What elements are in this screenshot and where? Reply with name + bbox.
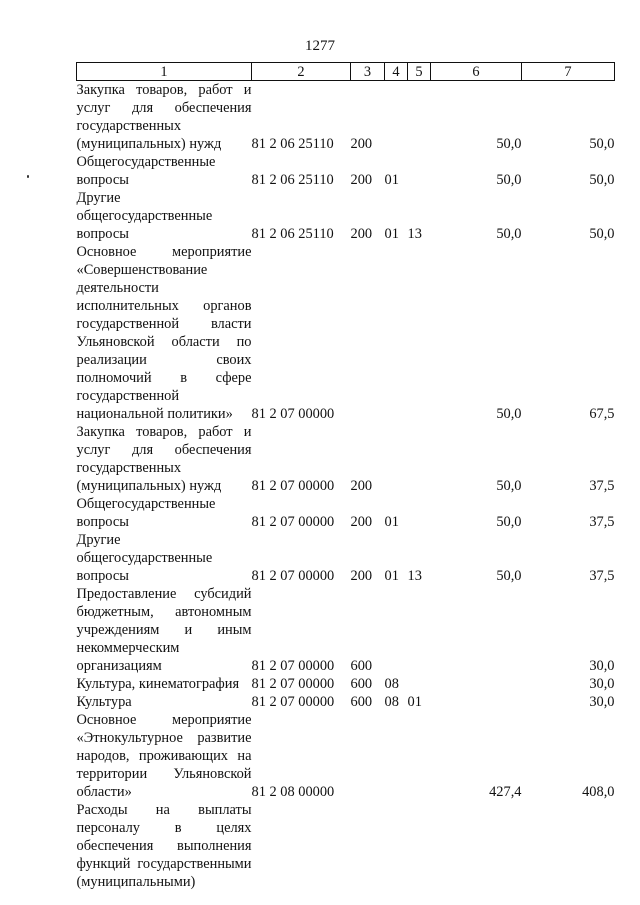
cell-c6 xyxy=(431,801,522,891)
cell-c6: 50,0 xyxy=(496,172,522,188)
page-number: 1277 xyxy=(305,38,335,54)
table-row xyxy=(77,189,615,243)
cell-c2: 81 2 07 00000 xyxy=(251,478,335,494)
cell-c7: 30,0 xyxy=(589,694,615,710)
cell-c7: 50,0 xyxy=(589,172,615,188)
cell-name: Другие общегосударственные вопросы xyxy=(76,532,213,584)
cell-c6: 50,0 xyxy=(496,514,522,530)
table-row xyxy=(77,423,615,495)
cell-c7: 37,5 xyxy=(589,478,615,494)
table-row xyxy=(77,675,615,693)
cell-c3 xyxy=(351,711,385,801)
cell-c4 xyxy=(385,585,408,675)
cell-c5 xyxy=(408,81,431,154)
cell-name: Закупка товаров, работ и услуг для обеспечения государственных (муниципальных) нужд xyxy=(76,424,252,494)
header-col-6: 6 xyxy=(431,63,522,81)
cell-c5 xyxy=(408,495,431,531)
header-col-4: 4 xyxy=(385,63,408,81)
cell-c4 xyxy=(385,423,408,495)
cell-c7: 50,0 xyxy=(589,136,615,152)
table-row xyxy=(77,153,615,189)
table-row xyxy=(77,81,615,154)
header-col-5: 5 xyxy=(408,63,431,81)
cell-c6 xyxy=(431,585,522,675)
cell-c6: 50,0 xyxy=(496,406,522,422)
cell-c2: 81 2 07 00000 xyxy=(251,694,335,710)
cell-c6: 427,4 xyxy=(489,784,522,800)
header-col-3: 3 xyxy=(351,63,385,81)
cell-c5: 13 xyxy=(407,568,422,584)
cell-name: Расходы на выплаты персоналу в целях обеспечения выполнения функций государственными (муниципальными) xyxy=(76,802,252,890)
cell-c6: 50,0 xyxy=(496,478,522,494)
cell-c3: 200 xyxy=(350,172,373,188)
cell-c5 xyxy=(408,801,431,891)
table-row xyxy=(77,585,615,675)
cell-c3: 200 xyxy=(350,478,373,494)
table-body xyxy=(77,81,615,892)
cell-name: Основное мероприятие «Этнокультурное развитие народов, проживающих на территории Ульяновской области» xyxy=(76,712,252,800)
cell-name: Культура xyxy=(76,694,132,710)
header-row xyxy=(77,63,615,81)
cell-c2: 81 2 06 25110 xyxy=(251,172,334,188)
budget-table xyxy=(76,62,615,891)
cell-c2: 81 2 06 25110 xyxy=(251,226,334,242)
cell-c3: 200 xyxy=(350,514,373,530)
cell-c5: 01 xyxy=(407,694,422,710)
cell-c7: 30,0 xyxy=(589,658,615,674)
cell-c7 xyxy=(522,801,615,891)
cell-c3: 600 xyxy=(350,658,373,674)
cell-c2: 81 2 07 00000 xyxy=(251,514,335,530)
cell-c7: 30,0 xyxy=(589,676,615,692)
cell-c6 xyxy=(431,693,522,711)
table-row xyxy=(77,495,615,531)
cell-c5 xyxy=(408,585,431,675)
header-col-2: 2 xyxy=(252,63,351,81)
cell-c4 xyxy=(385,801,408,891)
cell-c2: 81 2 06 25110 xyxy=(251,136,334,152)
cell-name: Общегосударственные вопросы xyxy=(76,496,216,530)
cell-c4: 01 xyxy=(384,226,399,242)
table-row xyxy=(77,531,615,585)
cell-name: Предоставление субсидий бюджетным, автономным учреждениям и иным некоммерческим организациям xyxy=(76,586,252,674)
cell-c5 xyxy=(408,243,431,423)
cell-c2: 81 2 07 00000 xyxy=(251,568,335,584)
cell-c5 xyxy=(408,153,431,189)
cell-c3: 600 xyxy=(350,694,373,710)
cell-c6 xyxy=(431,675,522,693)
cell-c4: 08 xyxy=(384,694,399,710)
cell-c3: 200 xyxy=(350,568,373,584)
cell-c7: 408,0 xyxy=(582,784,615,800)
cell-name: Культура, кинематография xyxy=(76,676,240,692)
cell-c3 xyxy=(351,801,385,891)
table-row xyxy=(77,711,615,801)
scan-speck xyxy=(27,175,29,178)
cell-c3: 200 xyxy=(350,226,373,242)
cell-c4: 08 xyxy=(384,676,399,692)
cell-c7: 50,0 xyxy=(589,226,615,242)
cell-c6: 50,0 xyxy=(496,226,522,242)
cell-name: Основное мероприятие «Совершенствование деятельности исполнительных органов государственной власти Ульяновской области по реализации своих полномочий в сфере государственной национальной политики» xyxy=(76,244,252,422)
cell-c2: 81 2 07 00000 xyxy=(251,658,335,674)
header-col-7: 7 xyxy=(522,63,615,81)
cell-c5: 13 xyxy=(407,226,422,242)
cell-c2 xyxy=(252,801,351,891)
cell-name: Закупка товаров, работ и услуг для обеспечения государственных (муниципальных) нужд xyxy=(76,82,252,152)
cell-c6: 50,0 xyxy=(496,136,522,152)
table-header xyxy=(77,63,615,81)
cell-c7: 67,5 xyxy=(589,406,615,422)
cell-c7: 37,5 xyxy=(589,568,615,584)
table-row xyxy=(77,243,615,423)
cell-c2: 81 2 07 00000 xyxy=(251,676,335,692)
cell-name: Общегосударственные вопросы xyxy=(76,154,216,188)
cell-c4: 01 xyxy=(384,514,399,530)
cell-c3 xyxy=(351,243,385,423)
cell-c2: 81 2 07 00000 xyxy=(251,406,335,422)
cell-c2: 81 2 08 00000 xyxy=(251,784,335,800)
cell-name: Другие общегосударственные вопросы xyxy=(76,190,213,242)
table-row xyxy=(77,801,615,891)
table-row xyxy=(77,693,615,711)
cell-c5 xyxy=(408,423,431,495)
header-col-1: 1 xyxy=(77,63,252,81)
cell-c6: 50,0 xyxy=(496,568,522,584)
cell-c4: 01 xyxy=(384,172,399,188)
cell-c7: 37,5 xyxy=(589,514,615,530)
cell-c5 xyxy=(408,675,431,693)
cell-c4 xyxy=(385,711,408,801)
cell-c4: 01 xyxy=(384,568,399,584)
cell-c4 xyxy=(385,243,408,423)
cell-c5 xyxy=(408,711,431,801)
cell-c4 xyxy=(385,81,408,154)
cell-c3: 200 xyxy=(350,136,373,152)
cell-c3: 600 xyxy=(350,676,373,692)
